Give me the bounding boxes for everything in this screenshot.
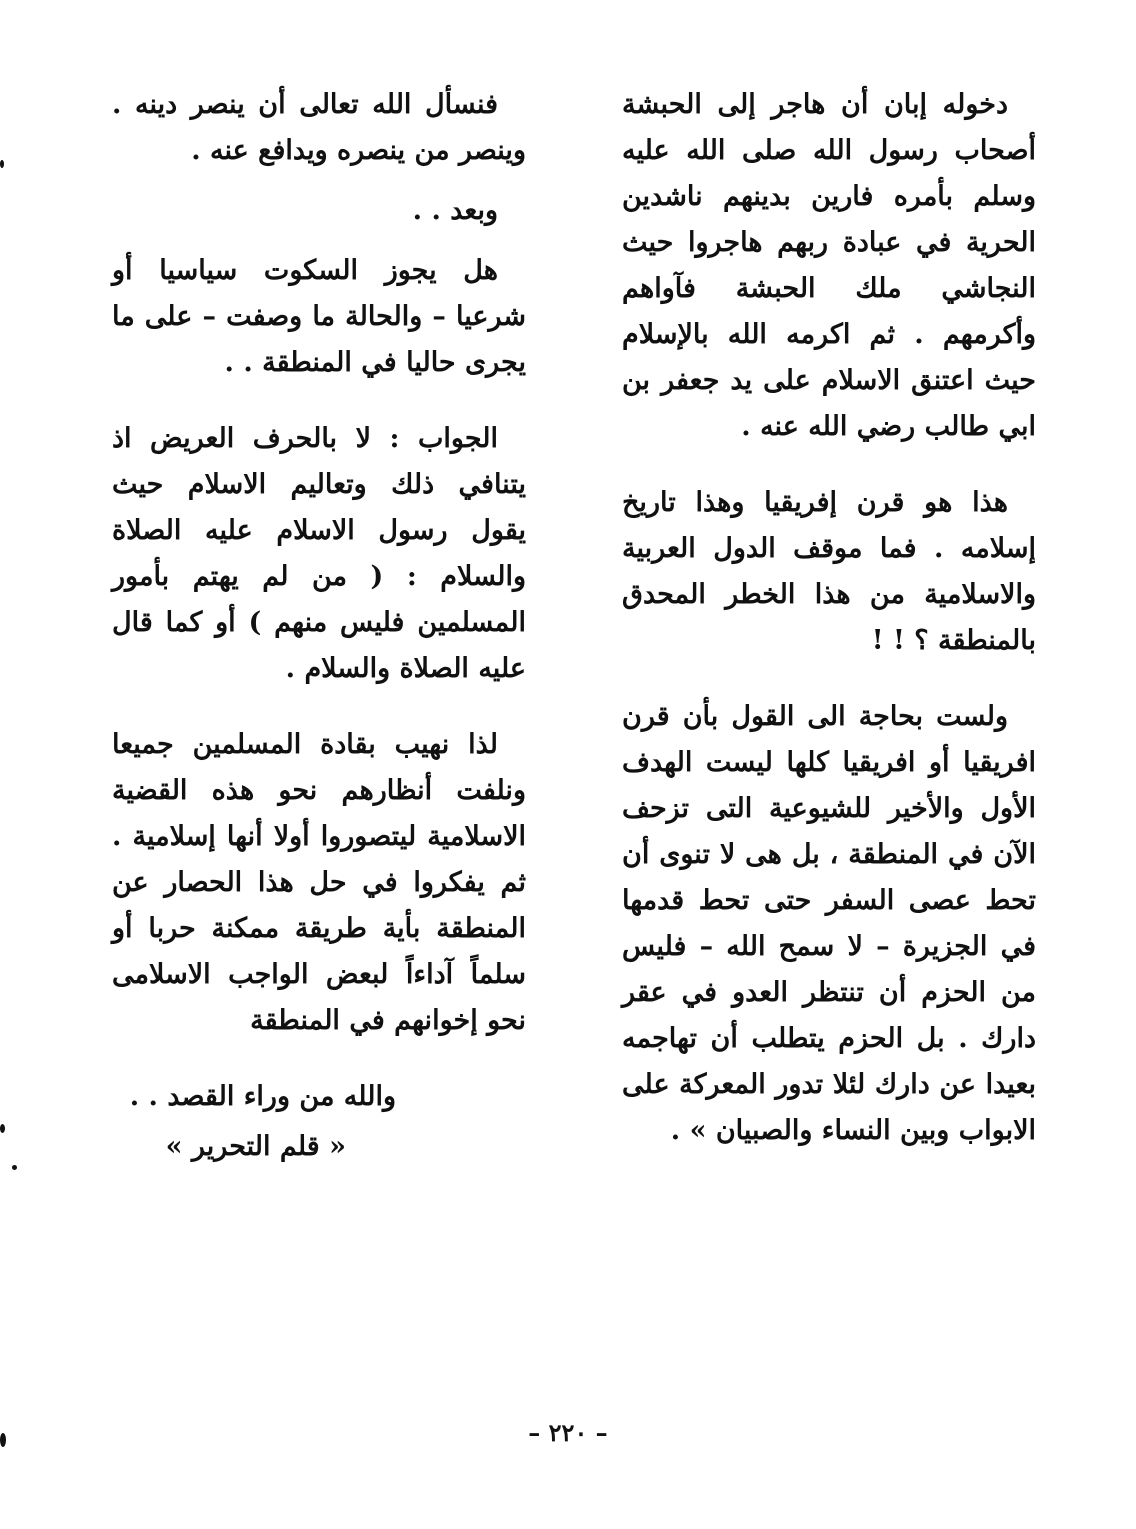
editorial-signature: « قلم التحرير » <box>165 1131 346 1162</box>
paragraph-question: هل يجوز السكوت سياسيا أو شرعيا – والحالة ما وصفت – على ما يجرى حاليا في المنطقة . . <box>112 255 526 378</box>
scan-mark-bottom <box>0 1433 6 1447</box>
scan-mark-top <box>0 160 4 168</box>
paragraph-answer: الجواب : لا بالحرف العريض اذ يتنافي ذلك وتعاليم الاسلام حيث يقول رسول الاسلام عليه الصلاة والسلام : ( من لم يهتم بأمور المسلمين فليس منهم ) أو كما قال عليه الصلاة والسلام . <box>112 423 526 684</box>
paragraph-history: دخوله إبان أن هاجر إلى الحبشة أصحاب رسول الله صلى الله عليه وسلم بأمره فارين بدينهم ناشدين الحرية في عبادة ربهم هاجروا حيث النجاشي ملك الحبشة فآواهم وأكرمهم . ثم اكرمه الله بالإسلام حيث اعتنق الاسلام على يد جعفر بن ابي طالب رضي الله عنه . <box>622 89 1036 442</box>
scan-mark-middle <box>0 1124 5 1133</box>
page-number: – ٢٢٠ – <box>528 1418 608 1447</box>
left-column <box>112 82 526 1200</box>
paragraph-communism-threat: ولست بحاجة الى القول بأن قرن افريقيا أو افريقيا كلها ليست الهدف الأول والأخير للشيوعية التى تزحف الآن في المنطقة ، بل هى لا تنوى أن تحط عصى السفر حتى تحط قدمها في الجزيرة – لا سمح الله – فليس من الحزم أن تنتظر العدو في عقر دارك . بل الحزم يتطلب أن تهاجمه بعيدا عن دارك لئلا تدور المعركة على الابواب وبين النساء والصبيان » . <box>622 701 1036 1146</box>
paragraph-call-to-leaders: لذا نهيب بقادة المسلمين جميعا ونلفت أنظارهم نحو هذه القضية الاسلامية ليتصوروا أولا أنها إسلامية . ثم يفكروا في حل هذا الحصار عن المنطقة بأية طريقة ممكنة حربا أو سلماً آداءاً لبعض الواجب الاسلامى نحو إخوانهم في المنطقة <box>112 729 526 1036</box>
scan-mark-dot <box>12 1165 17 1170</box>
right-column <box>622 82 1036 1184</box>
paragraph-and-then: وبعد . . <box>412 195 498 226</box>
closing-line: والله من وراء القصد . . <box>129 1081 396 1112</box>
paragraph-prayer: فنسأل الله تعالى أن ينصر دينه . وينصر من ينصره ويدافع عنه . <box>112 89 526 166</box>
paragraph-horn-of-africa: هذا هو قرن إفريقيا وهذا تاريخ إسلامه . فما موقف الدول العربية والاسلامية من هذا الخطر المحدق بالمنطقة ؟ ! ! <box>622 487 1036 656</box>
